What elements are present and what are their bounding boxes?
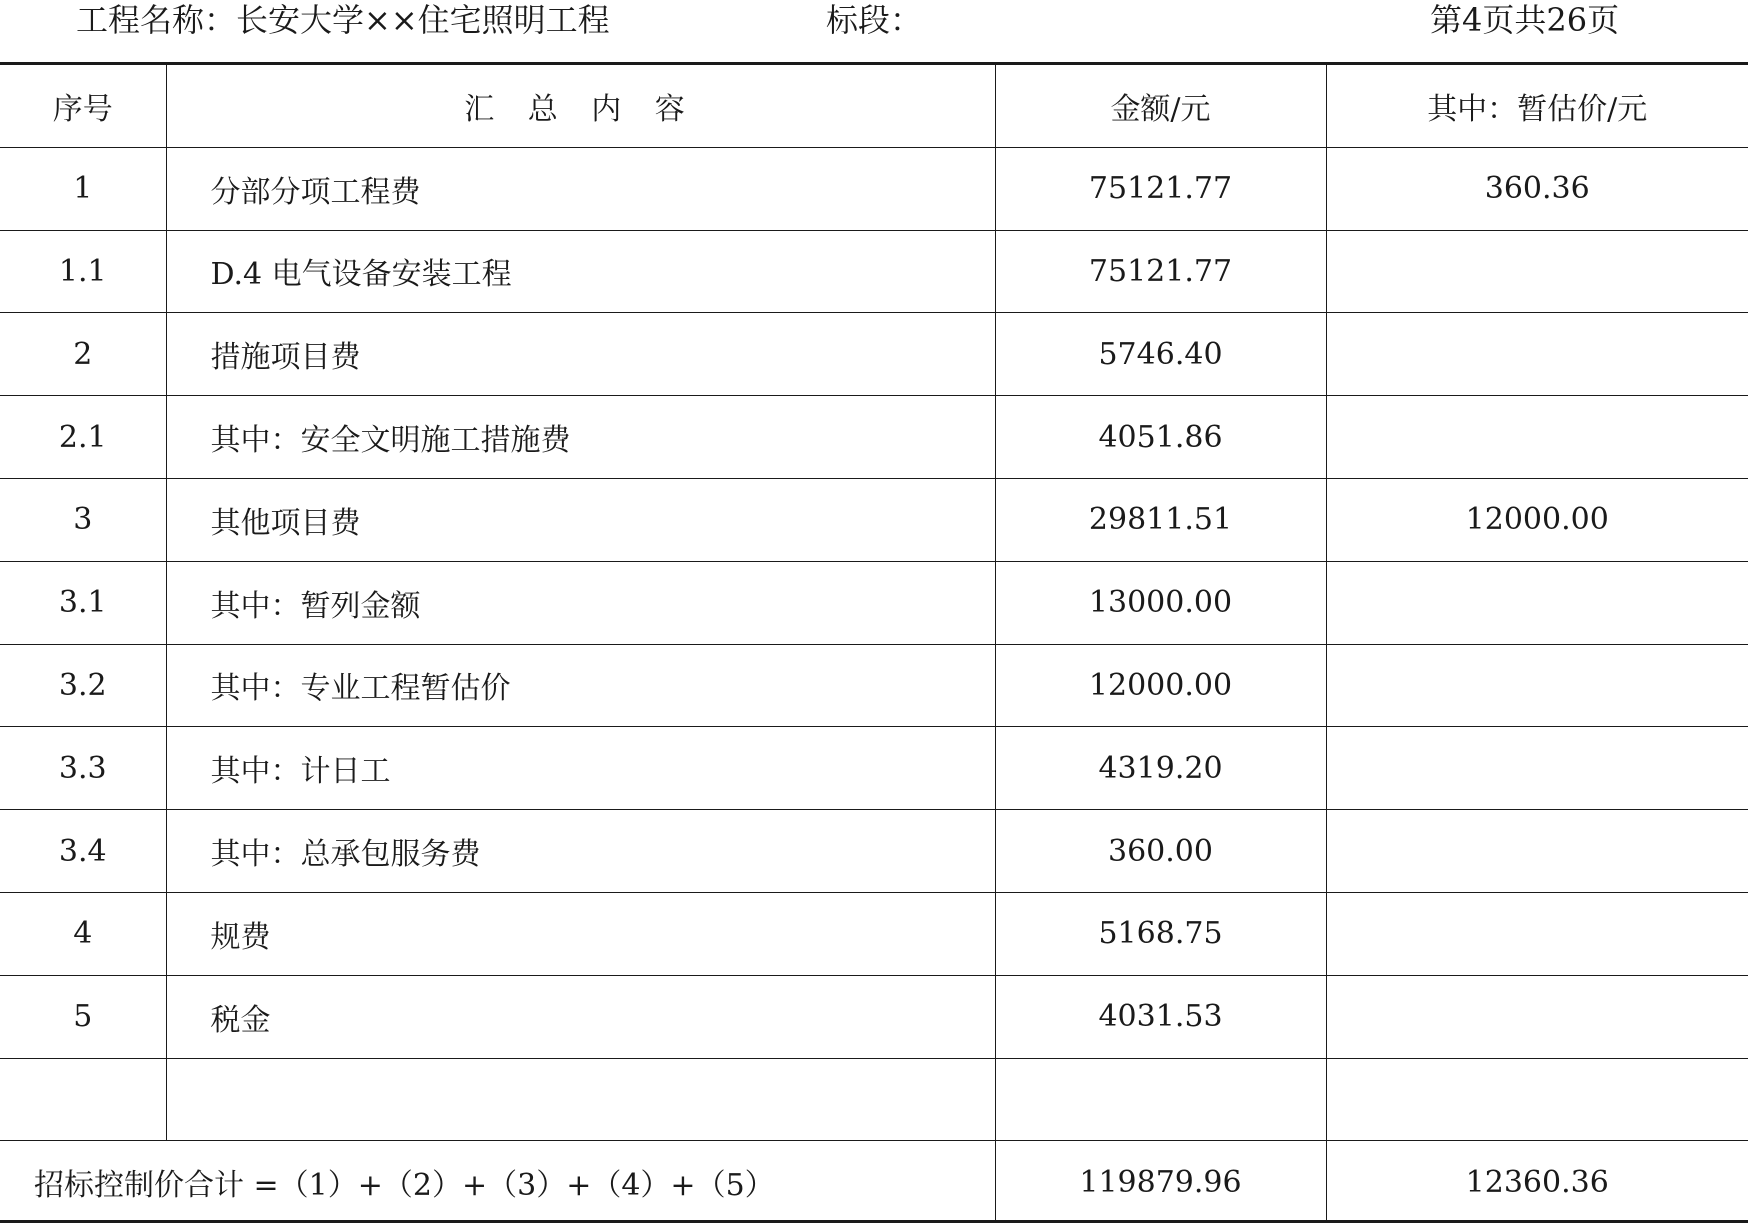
- row-no: 2: [0, 313, 166, 396]
- row-amount: 360.00: [995, 810, 1326, 893]
- total-row: [0, 1141, 1748, 1223]
- row-provisional: [1326, 313, 1748, 396]
- section-label: 标段：: [826, 1, 923, 39]
- row-content: 分部分项工程费: [166, 147, 995, 230]
- column-header-no: 序号: [0, 65, 166, 147]
- row-content: 其中：安全文明施工措施费: [166, 396, 995, 479]
- row-provisional: [1326, 1058, 1748, 1141]
- row-content: 其中：专业工程暂估价: [166, 644, 995, 727]
- row-no: [0, 1058, 166, 1141]
- row-content: 税金: [166, 975, 995, 1058]
- total-amount: 119879.96: [995, 1141, 1326, 1223]
- row-content: 其中：计日工: [166, 727, 995, 810]
- row-no: 1: [0, 147, 166, 230]
- row-amount: 4051.86: [995, 396, 1326, 479]
- table-row: [0, 727, 1748, 810]
- project-name: 工程名称：长安大学××住宅照明工程: [76, 1, 610, 39]
- row-no: 1.1: [0, 230, 166, 313]
- bottom-rule: [0, 1220, 1748, 1223]
- row-no: 3.1: [0, 561, 166, 644]
- table-row: [0, 975, 1748, 1058]
- row-amount: 75121.77: [995, 147, 1326, 230]
- row-no: 4: [0, 892, 166, 975]
- row-no: 3.4: [0, 810, 166, 893]
- row-no: 3.3: [0, 727, 166, 810]
- row-provisional: 12000.00: [1326, 478, 1748, 561]
- row-provisional: [1326, 561, 1748, 644]
- row-no: 5: [0, 975, 166, 1058]
- row-amount: 12000.00: [995, 644, 1326, 727]
- row-provisional: [1326, 644, 1748, 727]
- total-label: 招标控制价合计 =（1）+（2）+（3）+（4）+（5）: [0, 1141, 995, 1223]
- table-row: [0, 810, 1748, 893]
- row-amount: 5746.40: [995, 313, 1326, 396]
- table-row: [0, 644, 1748, 727]
- row-content: [166, 1058, 995, 1141]
- row-content: 规费: [166, 892, 995, 975]
- column-header-amount: 金额/元: [995, 65, 1326, 147]
- row-content: 其中：暂列金额: [166, 561, 995, 644]
- row-amount: 29811.51: [995, 478, 1326, 561]
- row-provisional: [1326, 810, 1748, 893]
- table-row: [0, 396, 1748, 479]
- total-provisional: 12360.36: [1326, 1141, 1748, 1223]
- row-amount: 5168.75: [995, 892, 1326, 975]
- column-header-content: 汇 总 内 容: [166, 65, 995, 147]
- row-amount: 4031.53: [995, 975, 1326, 1058]
- table-row: [0, 478, 1748, 561]
- row-provisional: [1326, 727, 1748, 810]
- document-header: [0, 0, 1748, 60]
- row-content: 其他项目费: [166, 478, 995, 561]
- summary-table: [0, 65, 1748, 1223]
- table-row: [0, 561, 1748, 644]
- row-provisional: [1326, 396, 1748, 479]
- table-row: [0, 892, 1748, 975]
- page-number: 第4页共26页: [1430, 1, 1620, 39]
- row-provisional: [1326, 230, 1748, 313]
- table-row-empty: [0, 1058, 1748, 1141]
- row-provisional: 360.36: [1326, 147, 1748, 230]
- table-row: [0, 230, 1748, 313]
- column-header-provisional: 其中：暂估价/元: [1326, 65, 1748, 147]
- row-no: 3.2: [0, 644, 166, 727]
- table-row: [0, 313, 1748, 396]
- row-content: D.4 电气设备安装工程: [166, 230, 995, 313]
- table-row: [0, 147, 1748, 230]
- row-no: 3: [0, 478, 166, 561]
- row-content: 其中：总承包服务费: [166, 810, 995, 893]
- table-header-row: [0, 65, 1748, 147]
- row-amount: 4319.20: [995, 727, 1326, 810]
- row-provisional: [1326, 892, 1748, 975]
- row-amount: [995, 1058, 1326, 1141]
- row-no: 2.1: [0, 396, 166, 479]
- row-provisional: [1326, 975, 1748, 1058]
- row-content: 措施项目费: [166, 313, 995, 396]
- row-amount: 13000.00: [995, 561, 1326, 644]
- row-amount: 75121.77: [995, 230, 1326, 313]
